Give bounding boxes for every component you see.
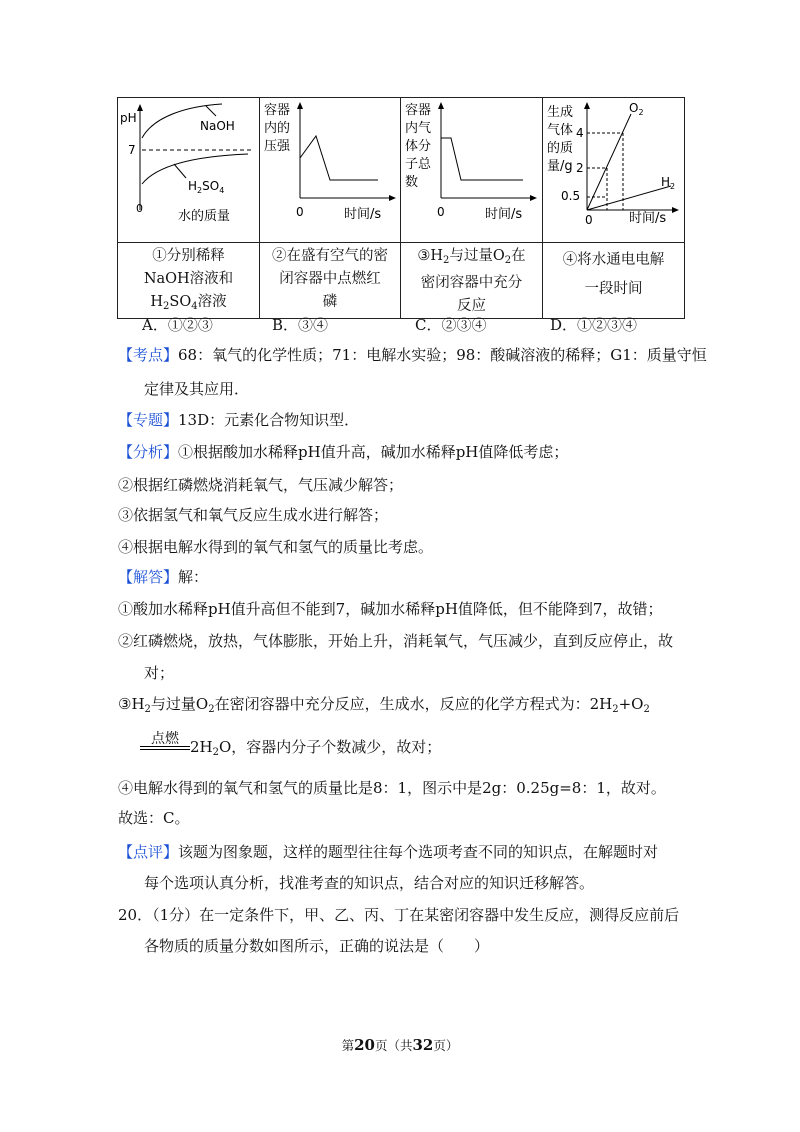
- caption-3: [401, 243, 543, 319]
- caption-3-line-3: 反应: [457, 298, 486, 314]
- kaodian-text: 68：氧气的化学性质；71：电解水实验；98：酸碱溶液的稀释；G1：质量守恒: [178, 346, 707, 364]
- caption-1: [118, 243, 260, 319]
- ph-axis-label: pH: [120, 111, 137, 125]
- mass-axis-label-2: 气体: [547, 123, 574, 138]
- footer-post: 页）: [433, 1038, 459, 1053]
- molecules-axis-label-3: 体分: [405, 139, 432, 154]
- option-a: A．①②③: [142, 316, 213, 334]
- molecules-axis-label-2: 内气: [405, 121, 432, 136]
- question-20-line-2: 各物质的质量分数如图所示，正确的说法是（ ）: [144, 937, 490, 955]
- caption-4-line-2: 一段时间: [584, 281, 643, 297]
- caption-2-line-3: 磷: [322, 294, 338, 310]
- molecules-axis-label-5: 数: [405, 175, 419, 190]
- graph-cell-2: [260, 98, 401, 243]
- caption-2-line-1: ②在盛有空气的密: [272, 248, 388, 264]
- dianping-tag: 【点评】: [118, 843, 179, 861]
- fenxi-line-2: ②根据红磷燃烧消耗氧气，气压减少解答；: [118, 476, 404, 494]
- ph-seven-label: 7: [128, 143, 136, 157]
- mass-tick-2: 2: [576, 161, 584, 175]
- pressure-axis-label-1: 容器: [264, 103, 291, 118]
- jieda-line-2: ②红磷燃烧，放热，气体膨胀，开始上升，消耗氧气，气压减少，直到反应停止，故: [118, 632, 674, 650]
- molecules-axis-label-1: 容器: [405, 103, 432, 118]
- graph-cell-1: [118, 98, 260, 243]
- graph-molecules: [401, 98, 542, 238]
- mass-tick-05: 0.5: [561, 189, 581, 203]
- ph-origin-label: 0: [136, 202, 143, 215]
- mass-axis-label-4: 量/g: [547, 159, 573, 174]
- o2-label: $O_2$: [629, 101, 644, 117]
- pressure-origin-label: 0: [296, 205, 304, 219]
- zhuanti-text: 13D：元素化合物知识型．: [178, 411, 360, 429]
- caption-2-line-2: 闭容器中点燃红: [279, 271, 381, 287]
- naoh-label: NaOH: [200, 119, 235, 133]
- equals-line-top: [140, 746, 190, 747]
- option-d: D．①②③④: [550, 316, 638, 334]
- graph-cell-4: [543, 98, 685, 243]
- pressure-axis-label-3: 压强: [264, 139, 291, 154]
- molecules-x-axis-label: 时间/s: [485, 207, 523, 222]
- kaodian-line-2: 定律及其应用．: [144, 380, 250, 398]
- jieda-line-4: ④电解水得到的氧气和氢气的质量比是8：1，图示中是2g：0.25g=8：1，故对。: [118, 779, 666, 797]
- zhuanti-tag: 【专题】: [118, 411, 179, 429]
- pressure-x-axis-label: 时间/s: [344, 207, 382, 222]
- h2so4-label: $H_2SO_4$: [188, 179, 225, 195]
- fenxi-text-1: ①根据酸加水稀释pH值升高，碱加水稀释pH值降低考虑；: [178, 443, 569, 461]
- figure-table: [117, 97, 685, 319]
- caption-4-line-1: ④将水通电电解: [562, 252, 665, 268]
- question-20-line-1: 20．（1分）在一定条件下，甲、乙、丙、丁在某密闭容器中发生反应，测得反应前后: [118, 906, 680, 924]
- pressure-axis-label-2: 内的: [264, 121, 291, 136]
- dianping-text-1: 该题为图象题，这样的题型往往每个选项考查不同的知识点，在解题时对: [178, 843, 659, 861]
- kaodian-tag: 【考点】: [118, 346, 179, 364]
- jieda-line-3: $③H_2$与过量$O_2$在密闭容器中充分反应，生成水，反应的化学方程式为：$2H_2+O_2$: [118, 695, 650, 715]
- molecules-axis-label-4: 子总: [405, 157, 432, 172]
- equals-line-bottom: [140, 749, 190, 750]
- jieda-line-3-cont: $2H_2O$，容器内分子个数减少，故对；: [190, 738, 442, 758]
- mass-origin-label: 0: [585, 213, 593, 227]
- jieda-tag: 【解答】: [118, 568, 179, 586]
- mass-axis-label-1: 生成: [547, 105, 574, 120]
- mass-x-axis-label: 时间/s: [629, 211, 667, 226]
- reaction-condition: 点燃: [151, 731, 179, 747]
- zhuanti-line: [118, 410, 359, 430]
- graph-cell-3: [401, 98, 543, 243]
- jieda-selection: 故选：C。: [118, 809, 190, 827]
- jieda-text: 解：: [178, 568, 209, 586]
- kaodian-line-1: [118, 345, 707, 365]
- footer-page-number: 20: [354, 1036, 375, 1054]
- caption-1-line-1: ①分别稀释: [152, 248, 225, 264]
- mass-tick-4: 4: [576, 126, 584, 140]
- option-b: B．③④: [272, 316, 329, 334]
- caption-1-line-3: $H_2SO_4$溶液: [150, 294, 227, 312]
- option-c: C．②③④: [415, 316, 487, 334]
- graph-ph: [118, 98, 259, 238]
- molecules-origin-label: 0: [437, 205, 445, 219]
- graph-electrolysis: [543, 98, 684, 238]
- jieda-line-2-cont: 对；: [144, 664, 175, 682]
- caption-2: [260, 243, 401, 319]
- jieda-line-0: [118, 567, 208, 587]
- caption-1-line-2: NaOH溶液和: [143, 271, 234, 287]
- dianping-line-1: [118, 842, 658, 862]
- mass-axis-label-3: 的质: [547, 141, 574, 156]
- ph-x-axis-label: 水的质量: [178, 209, 231, 224]
- caption-3-line-1: $③H_2$与过量$O_2$在: [417, 248, 526, 266]
- footer-mid: 页（共: [374, 1038, 413, 1053]
- fenxi-line-3: ③依据氢气和氧气反应生成水进行解答；: [118, 506, 389, 524]
- dianping-line-2: 每个选项认真分析，找准考查的知识点，结合对应的知识迁移解答。: [144, 874, 595, 892]
- jieda-line-1: ①酸加水稀释pH值升高但不能到7，碱加水稀释pH值降低，但不能降到7，故错；: [118, 600, 663, 618]
- fenxi-tag: 【分析】: [118, 443, 179, 461]
- fenxi-line-4: ④根据电解水得到的氧气和氢气的质量比考虑。: [118, 538, 434, 556]
- graph-pressure: [260, 98, 400, 238]
- page-footer: [0, 1036, 800, 1054]
- caption-4: [543, 243, 685, 319]
- footer-pre: 第: [341, 1038, 355, 1053]
- h2-label: $H_2$: [661, 175, 676, 191]
- footer-total-pages: 32: [412, 1036, 434, 1054]
- caption-3-line-2: 密闭容器中充分: [420, 275, 523, 291]
- fenxi-line-1: [118, 442, 568, 462]
